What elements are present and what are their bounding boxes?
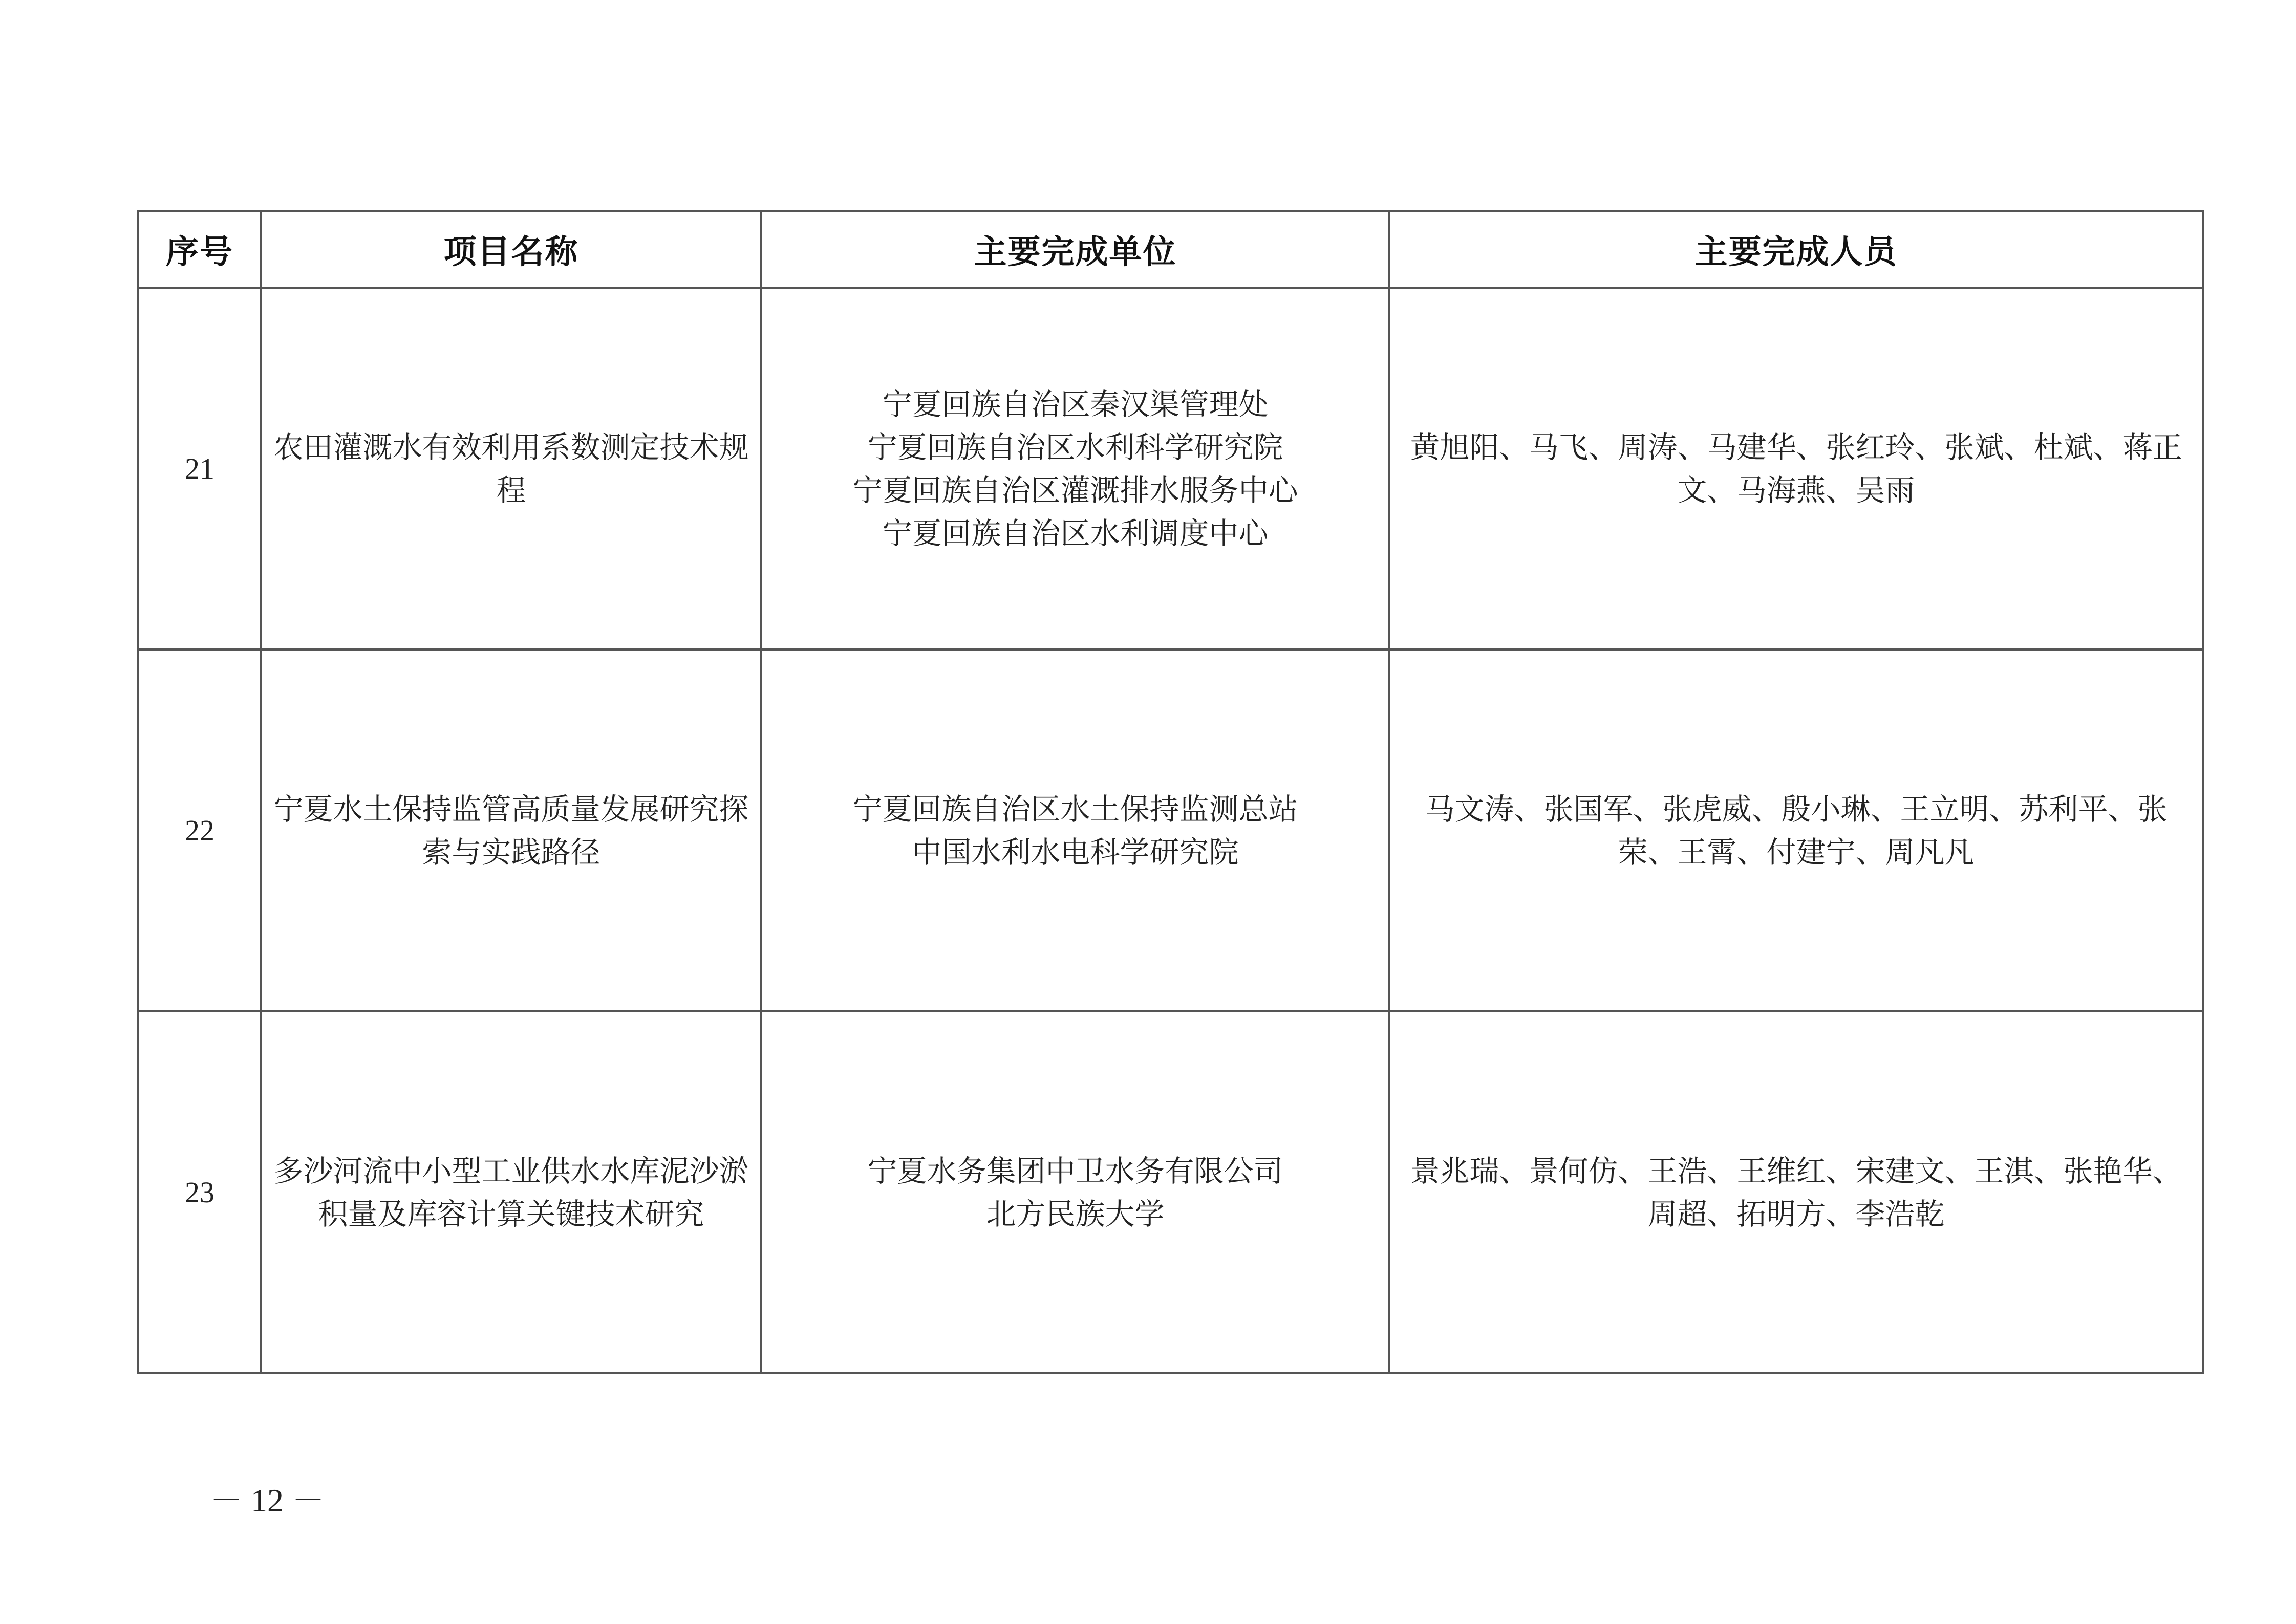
row-project-name	[261, 1011, 761, 1373]
header-completion-units: 主要完成单位	[761, 211, 1389, 288]
table-header-row	[138, 211, 2203, 288]
people-text: 景兆瑞、景何仿、王浩、王维红、宋建文、王淇、张艳华、周超、拓明方、李浩乾	[1410, 1153, 2182, 1231]
row-index: 21	[138, 288, 261, 649]
project-name-text: 农田灌溉水有效利用系数测定技术规程	[273, 429, 749, 508]
people-text: 马文涛、张国军、张虎威、殷小琳、王立明、苏利平、张荣、王霄、付建宁、周凡凡	[1425, 791, 2168, 870]
row-completion-units	[761, 1011, 1389, 1373]
header-completion-people: 主要完成人员	[1389, 211, 2203, 288]
table-row	[138, 288, 2203, 649]
unit-line: 宁夏回族自治区水利调度中心	[882, 515, 1269, 551]
header-index: 序号	[138, 211, 261, 288]
row-completion-units	[761, 649, 1389, 1011]
award-table	[137, 210, 2204, 1374]
row-index: 22	[138, 649, 261, 1011]
row-completion-people	[1389, 288, 2203, 649]
row-completion-people	[1389, 649, 2203, 1011]
project-name-text: 宁夏水土保持监管高质量发展研究探索与实践路径	[273, 791, 749, 870]
row-completion-units	[761, 288, 1389, 649]
page-number: － 12 －	[210, 1482, 325, 1519]
people-text: 黄旭阳、马飞、周涛、马建华、张红玲、张斌、杜斌、蒋正文、马海燕、吴雨	[1410, 429, 2182, 508]
unit-line: 宁夏回族自治区灌溉排水服务中心	[852, 472, 1298, 508]
row-project-name	[261, 288, 761, 649]
project-name-text: 多沙河流中小型工业供水水库泥沙淤积量及库容计算关键技术研究	[273, 1153, 749, 1231]
unit-line: 宁夏水务集团中卫水务有限公司	[867, 1153, 1283, 1188]
unit-line: 宁夏回族自治区秦汉渠管理处	[882, 386, 1269, 422]
row-completion-people	[1389, 1011, 2203, 1373]
unit-line: 中国水利水电科学研究院	[912, 834, 1239, 870]
unit-line: 宁夏回族自治区水利科学研究院	[867, 429, 1283, 465]
unit-line: 宁夏回族自治区水土保持监测总站	[852, 791, 1298, 827]
header-project-name: 项目名称	[261, 211, 761, 288]
table-row	[138, 649, 2203, 1011]
row-project-name	[261, 649, 761, 1011]
table-row	[138, 1011, 2203, 1373]
unit-line: 北方民族大学	[986, 1196, 1165, 1231]
row-index: 23	[138, 1011, 261, 1373]
